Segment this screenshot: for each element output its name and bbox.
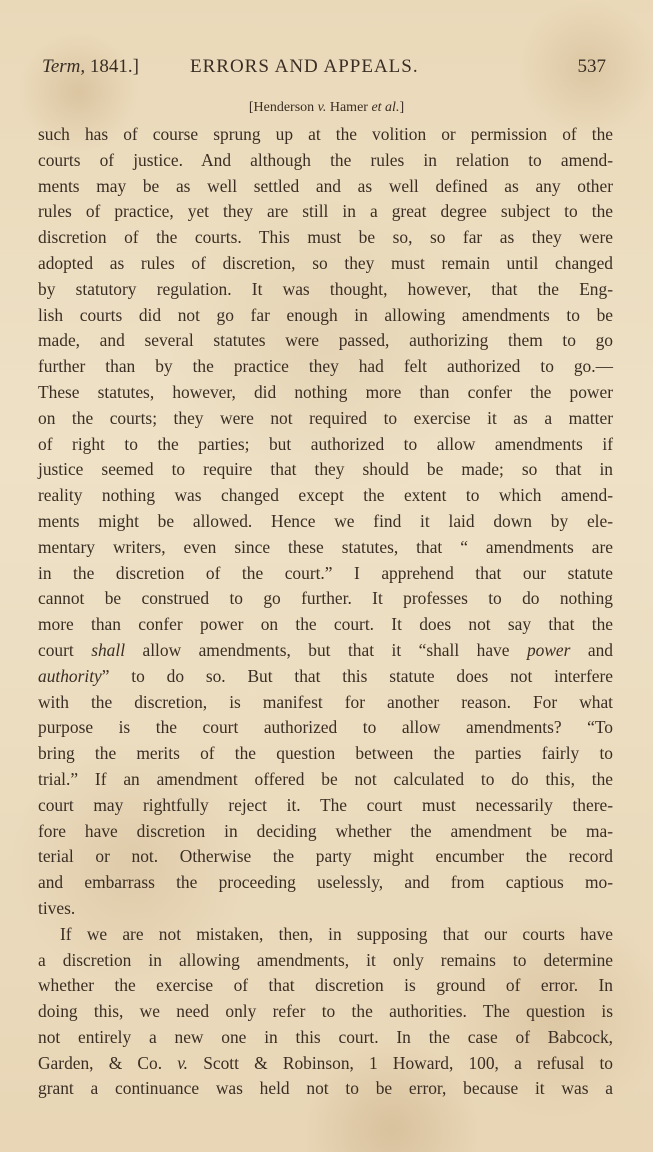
text-line: by statutory regulation. It was thought, however, that the Eng- — [38, 278, 613, 299]
case-caption — [0, 100, 653, 116]
text-run: and — [570, 639, 613, 660]
text-line: such has of course sprung up at the volition or permission of the — [38, 124, 613, 144]
text-line: mentary writers, even since these statutes, that “ amendments are — [38, 536, 613, 557]
caption-part: ] — [399, 100, 405, 115]
term-year: 1841.] — [85, 56, 139, 77]
text-line: ments may be as well settled and as well defined as any other — [38, 175, 613, 196]
text-line: justice seemed to require that they should be made; so that in — [38, 459, 613, 480]
text-line: reality nothing was changed except the extent to which amend- — [38, 485, 613, 506]
italic-run: v. — [177, 1052, 189, 1073]
text-line: doing this, we need only refer to the authorities. The question is — [38, 1001, 613, 1022]
text-line: and embarrass the proceeding uselessly, and from captious mo- — [38, 872, 613, 893]
text-line: whether the exercise of that discretion is ground of error. In — [38, 975, 613, 996]
text-line — [38, 638, 613, 664]
caption-part: Hamer — [326, 100, 372, 115]
text-line: made, and several statutes were passed, authorizing them to go — [38, 330, 613, 351]
text-line: purpose is the court authorized to allow amendments? “To — [38, 717, 613, 738]
text-line: of right to the parties; but authorized to allow amendments if — [38, 433, 613, 454]
text-line: These statutes, however, did nothing more than confer the power — [38, 381, 613, 402]
italic-run: shall — [91, 639, 126, 660]
text-line: grant a continuance was held not to be error, because it was a — [38, 1078, 613, 1099]
text-run: allow amendments, but that it “shall have — [125, 639, 527, 660]
text-line: further than by the practice they had felt authorized to go.— — [38, 356, 613, 377]
text-line: cannot be construed to go further. It professes to do nothing — [38, 588, 613, 609]
text-line: If we are not mistaken, then, in supposing that our courts have — [60, 923, 613, 944]
text-line: adopted as rules of discretion, so they must remain until changed — [38, 252, 613, 273]
term-word: Term, — [42, 56, 86, 77]
caption-etal: et al. — [371, 100, 400, 115]
caption-v: v. — [317, 100, 327, 115]
text-line: lish courts did not go far enough in allowing amendments to be — [38, 304, 613, 325]
text-line: terial or not. Otherwise the party might encumber the record — [38, 846, 613, 867]
text-line: in the discretion of the court.” I apprehend that our statute — [38, 562, 613, 583]
running-header — [42, 56, 612, 86]
text-line: tives. — [38, 897, 76, 918]
section-title: ERRORS AND APPEALS. — [190, 56, 419, 77]
text-line — [38, 1051, 613, 1077]
text-line: not entirely a new one in this court. In the case of Babcock, — [38, 1026, 613, 1047]
text-run: ” to do so. But that this statute does not interfere — [101, 665, 613, 686]
text-line — [38, 664, 613, 690]
text-line: more than confer power on the court. It does not say that the — [38, 614, 613, 635]
text-line: rules of practice, yet they are still in a great degree subject to the — [38, 201, 613, 222]
text-line: court may rightfully reject it. The court must necessarily there- — [38, 794, 613, 815]
italic-run: power — [526, 639, 571, 660]
text-run: Garden, & Co. — [38, 1052, 178, 1073]
term-label — [42, 56, 139, 78]
text-line: a discretion in allowing amendments, it only remains to determine — [38, 949, 613, 970]
text-line: ments might be allowed. Hence we find it laid down by ele- — [38, 510, 613, 531]
text-line: fore have discretion in deciding whether the amendment be ma- — [38, 820, 613, 841]
text-line: with the discretion, is manifest for another reason. For what — [38, 691, 613, 712]
caption-part: [Henderson — [248, 100, 318, 115]
text-line: discretion of the courts. This must be so, so far as they were — [38, 227, 613, 248]
page-number: 537 — [577, 56, 606, 77]
body-text — [38, 122, 613, 1102]
text-line: trial.” If an amendment offered be not calculated to do this, the — [38, 768, 613, 789]
text-run: Scott & Robinson, 1 Howard, 100, a refusal to — [188, 1052, 614, 1073]
text-run: court — [38, 639, 92, 660]
text-line: bring the merits of the question between the parties fairly to — [38, 743, 613, 764]
text-line: on the courts; they were not required to exercise it as a matter — [38, 407, 613, 428]
text-line: courts of justice. And although the rules in relation to amend- — [38, 149, 613, 170]
italic-run: authority — [38, 665, 102, 686]
